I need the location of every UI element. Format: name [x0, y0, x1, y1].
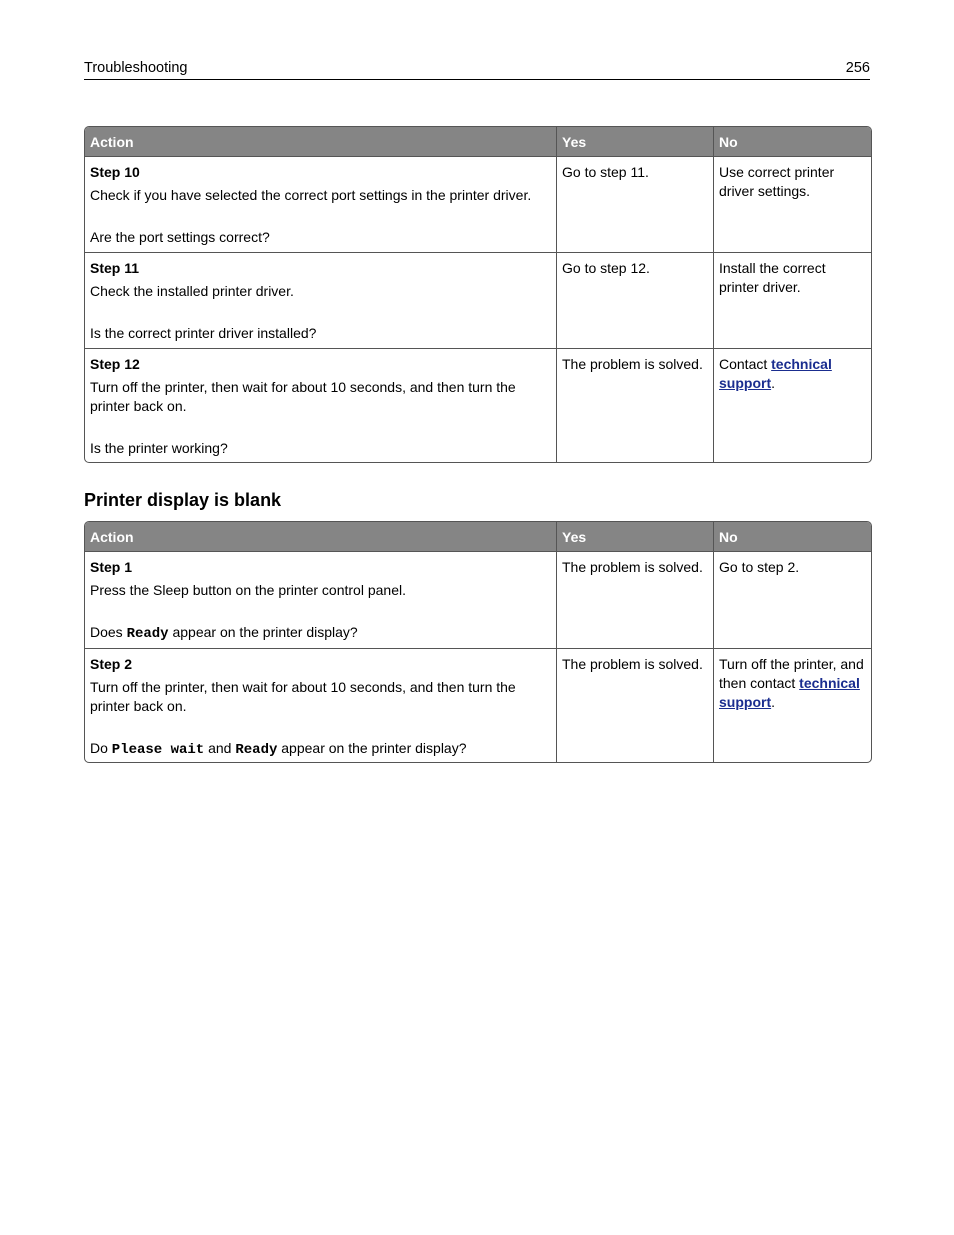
- table-row: [85, 648, 871, 762]
- table-row: [85, 551, 871, 648]
- technical-support-link[interactable]: technical support: [719, 356, 832, 391]
- question-text-suffix: appear on the printer display?: [168, 624, 358, 640]
- action-cell: [85, 157, 556, 252]
- step-question: [90, 623, 551, 644]
- header-action: Action: [90, 133, 134, 150]
- table-row: [85, 348, 871, 462]
- no-cell: Install the correct printer driver.: [713, 253, 869, 348]
- question-text-mid: and: [204, 740, 236, 756]
- step-question: Is the printer working?: [90, 440, 228, 456]
- step-title: Step 1: [90, 559, 133, 575]
- table-row: [85, 252, 871, 348]
- display-message-code: Ready: [126, 626, 169, 642]
- step-question: [90, 739, 551, 760]
- step-title: Step 10: [90, 164, 140, 180]
- table-header-row: [85, 522, 871, 551]
- question-text-suffix: appear on the printer display?: [277, 740, 467, 756]
- step-question: Is the correct printer driver installed?: [90, 325, 317, 341]
- action-cell: [85, 552, 556, 648]
- action-cell: [85, 649, 556, 762]
- display-message-code: Please wait: [111, 742, 205, 758]
- action-cell: [85, 349, 556, 462]
- table-row: [85, 156, 871, 252]
- step-question: Are the port settings correct?: [90, 229, 270, 245]
- page-number: 256: [845, 60, 870, 76]
- step-description: Press the Sleep button on the printer control panel.: [90, 582, 406, 598]
- step-title: Step 11: [90, 260, 140, 276]
- question-text: Does: [90, 624, 127, 640]
- step-description: Turn off the printer, then wait for about 10 seconds, and then turn the printer back on.: [90, 679, 516, 714]
- no-cell: [713, 349, 869, 462]
- running-header: [84, 60, 870, 80]
- no-text-suffix: .: [771, 375, 775, 391]
- yes-cell: The problem is solved.: [556, 649, 713, 762]
- header-action: Action: [90, 528, 134, 545]
- step-title: Step 12: [90, 356, 140, 372]
- yes-cell: The problem is solved.: [556, 349, 713, 462]
- no-cell: [713, 649, 869, 762]
- yes-cell: Go to step 11.: [556, 157, 713, 252]
- display-message-code: Ready: [235, 742, 278, 758]
- table-header-row: [85, 127, 871, 156]
- step-description: Check the installed printer driver.: [90, 283, 294, 299]
- no-text: Contact: [719, 356, 772, 372]
- header-section-title: Troubleshooting: [84, 60, 188, 76]
- header-no: No: [713, 522, 869, 551]
- yes-cell: Go to step 12.: [556, 253, 713, 348]
- action-cell: [85, 253, 556, 348]
- header-yes: Yes: [556, 127, 713, 156]
- step-description: Check if you have selected the correct port settings in the printer driver.: [90, 187, 532, 203]
- troubleshooting-table-2: [84, 521, 872, 763]
- no-text-suffix: .: [771, 694, 775, 710]
- step-title: Step 2: [90, 656, 133, 672]
- header-no: No: [713, 127, 869, 156]
- question-text: Do: [90, 740, 112, 756]
- troubleshooting-table-1: [84, 126, 872, 463]
- header-yes: Yes: [556, 522, 713, 551]
- yes-cell: The problem is solved.: [556, 552, 713, 648]
- step-description: Turn off the printer, then wait for about 10 seconds, and then turn the printer back on.: [90, 379, 516, 414]
- no-cell: Go to step 2.: [713, 552, 869, 648]
- section-heading: Printer display is blank: [84, 490, 282, 510]
- no-text: Turn off the printer, and then contact: [719, 656, 864, 691]
- no-cell: Use correct printer driver settings.: [713, 157, 869, 252]
- technical-support-link[interactable]: technical support: [719, 675, 860, 710]
